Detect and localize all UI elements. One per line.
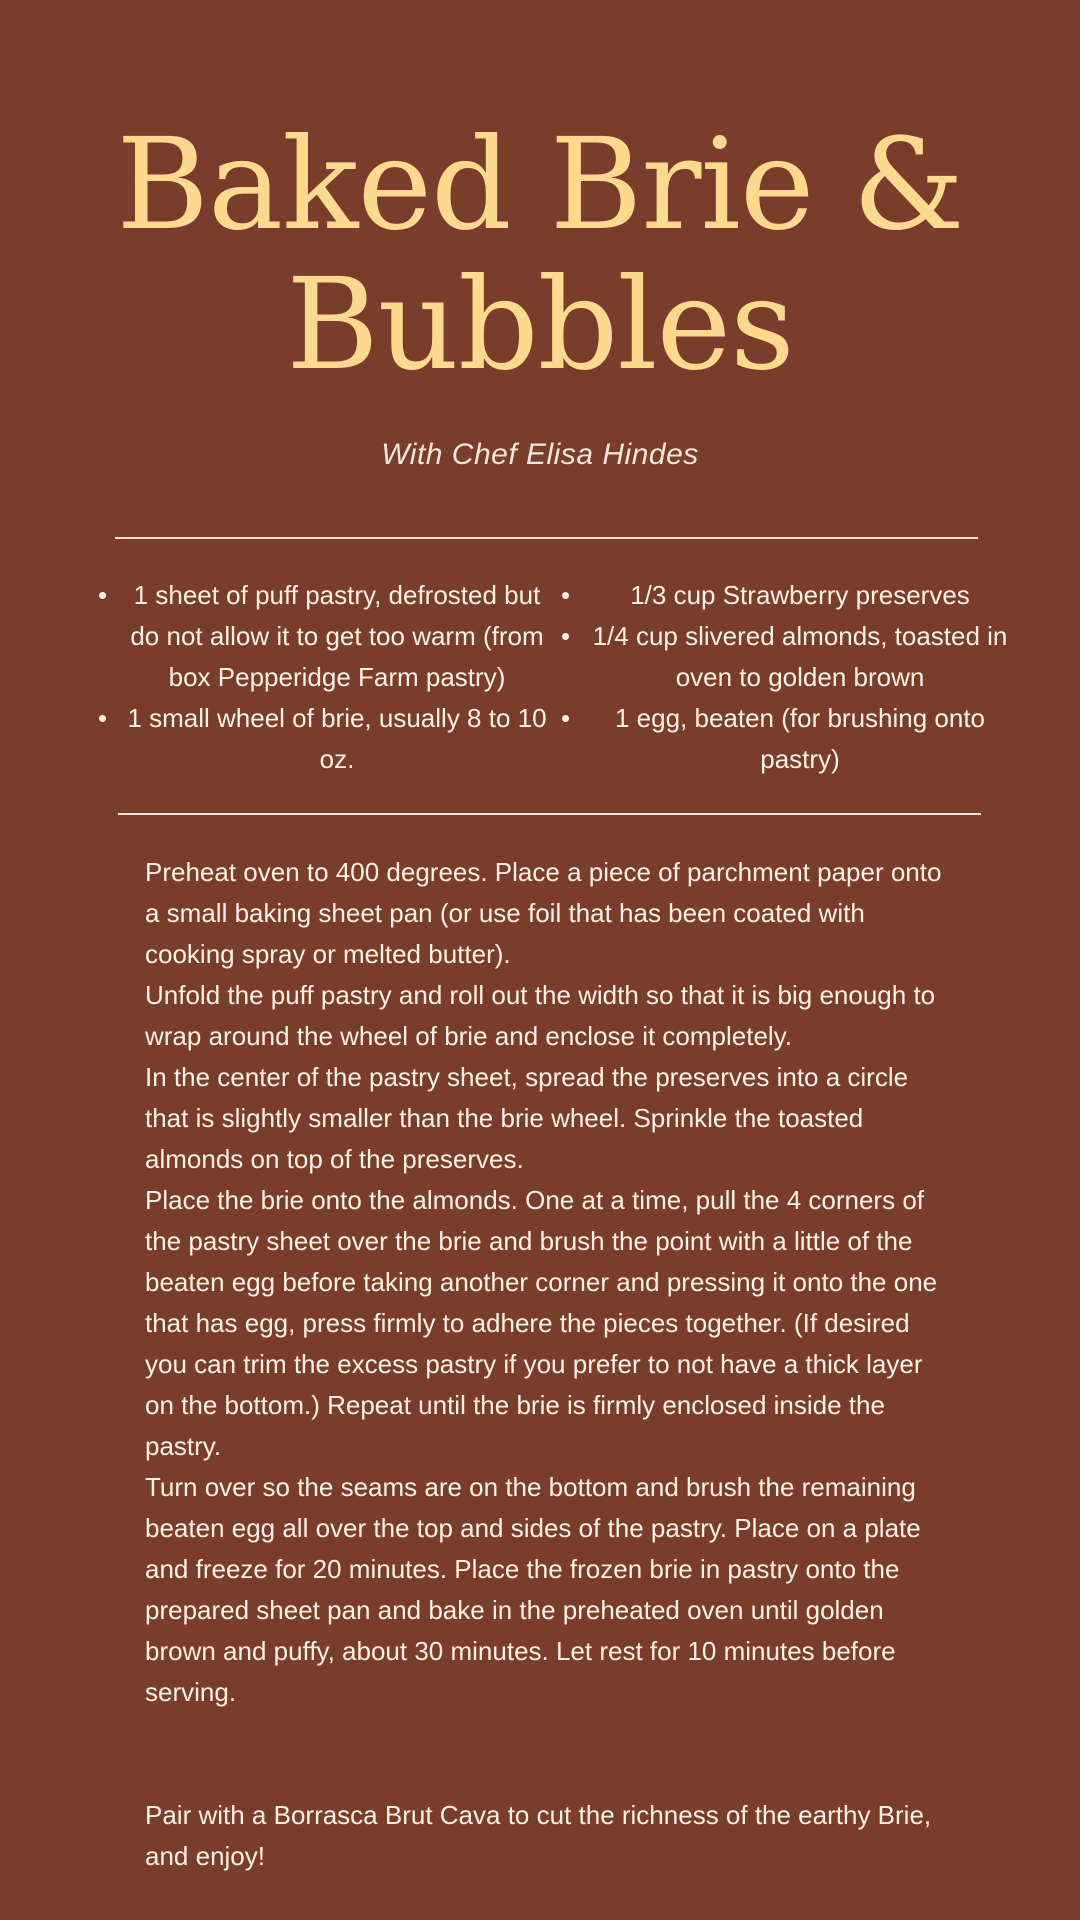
method-step: In the center of the pastry sheet, spread the preserves into a circle that is slightly smaller than the brie wheel. Sprinkle the toasted almonds on top of the preserves. bbox=[145, 1062, 909, 1174]
ingredient-item bbox=[98, 575, 548, 698]
ingredient-text: 1 small wheel of brie, usually 8 to 10 oz. bbox=[127, 703, 547, 774]
pairing-note: Pair with a Borrasca Brut Cava to cut the richness of the earthy Brie, and enjoy! bbox=[145, 1800, 932, 1871]
method-step: Preheat oven to 400 degrees. Place a piece of parchment paper onto a small baking sheet pan (or use foil that has been coated with cooking spray or melted butter). bbox=[145, 857, 942, 969]
ingredients-right-list bbox=[561, 575, 1011, 780]
ingredient-item bbox=[98, 698, 548, 780]
ingredient-item bbox=[561, 698, 1011, 780]
method-step: Turn over so the seams are on the bottom and brush the remaining beaten egg all over the top and sides of the pastry. Place on a plate and freeze for 20 minutes. Place the frozen brie in pastry onto the prepared sheet pan and bake in the preheated oven until golden brown and puffy, about 30 minutes. Let rest for 10 minutes before serving. bbox=[145, 1472, 921, 1707]
chef-subtitle: With Chef Elisa Hindes bbox=[381, 438, 699, 471]
bullet-icon: • bbox=[561, 621, 571, 651]
method-steps bbox=[145, 852, 945, 1713]
bullet-icon: • bbox=[561, 580, 571, 610]
ingredient-text: 1 egg, beaten (for brushing onto pastry) bbox=[614, 703, 986, 774]
title-line-1: Baked Brie & bbox=[116, 111, 964, 258]
recipe-title bbox=[0, 111, 1080, 398]
method-step: Place the brie onto the almonds. One at a time, pull the 4 corners of the pastry sheet over the brie and brush the point with a little of the beaten egg before taking another corner and pressing it onto the one that has egg, press firmly to adhere the pieces together. (If desired you can trim the excess pastry if you prefer to not have a thick layer on the bottom.) Repeat until the brie is firmly enclosed inside the pastry. bbox=[145, 1185, 938, 1461]
method-step: Unfold the puff pastry and roll out the width so that it is big enough to wrap around the wheel of brie and enclose it completely. bbox=[145, 980, 936, 1051]
ingredient-text: 1/3 cup Strawberry preserves bbox=[630, 580, 970, 610]
ingredients-left-list bbox=[98, 575, 548, 780]
divider-top bbox=[115, 537, 978, 539]
divider-bottom bbox=[118, 813, 981, 815]
bullet-icon: • bbox=[98, 580, 108, 610]
ingredient-item bbox=[561, 575, 1011, 616]
bullet-icon: • bbox=[98, 703, 108, 733]
bullet-icon: • bbox=[561, 703, 571, 733]
title-line-2: Bubbles bbox=[286, 251, 794, 398]
ingredient-text: 1/4 cup slivered almonds, toasted in oven to golden brown bbox=[592, 621, 1008, 692]
ingredient-text: 1 sheet of puff pastry, defrosted but do not allow it to get too warm (from box Pepperidge Farm pastry) bbox=[130, 580, 544, 692]
ingredient-item bbox=[561, 616, 1011, 698]
